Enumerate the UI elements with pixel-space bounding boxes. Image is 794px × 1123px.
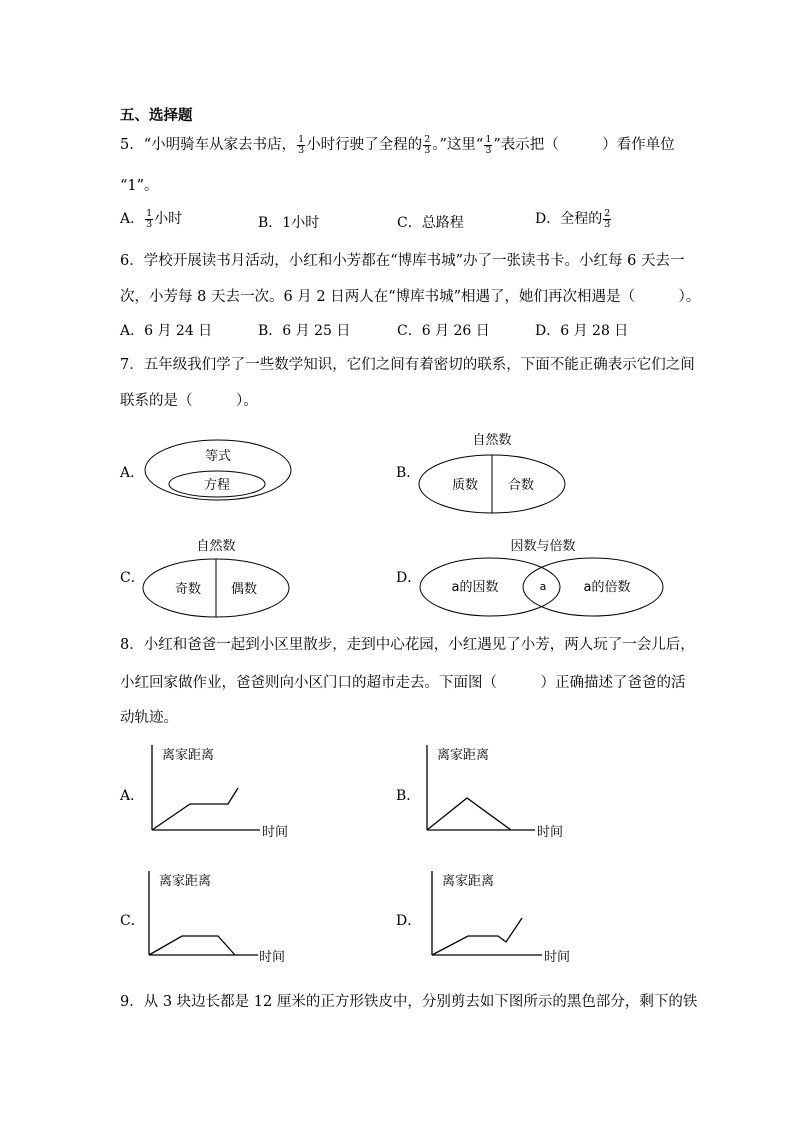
y-axis-label: 离家距离 [162,748,215,763]
q8-option-b-label[interactable]: B． [396,788,421,804]
x-axis-label: 时间 [544,950,571,965]
q7-option-d-label[interactable]: D． [396,570,422,586]
question-7-line-2: 联系的是（ ）。 [120,393,258,409]
q8-option-c-label[interactable]: C． [120,913,145,929]
question-5-line-1 [120,133,675,156]
middle-label: a [539,580,547,593]
q7-diagram-a [140,436,300,506]
q5-fraction-3: $\frac{1}{3}$ [485,133,492,156]
y-axis-label: 离家距离 [159,874,212,889]
q5-text-4: ”表示把（ ）看作单位 [493,137,675,153]
q7-option-a-label[interactable]: A． [120,465,145,481]
q7-option-c-label[interactable]: C． [120,570,145,586]
question-5-line-2: “1”。 [120,178,159,194]
inner-label: 方程 [203,478,231,493]
trajectory-line [149,936,235,955]
q7-option-b-label[interactable]: B． [396,465,421,481]
trajectory-line [432,918,522,955]
q8-option-a-label[interactable]: A． [120,788,145,804]
question-8-line-2: 小红回家做作业，爸爸则向小区门口的超市走去。下面图（ ）正确描述了爸爸的活 [120,675,686,691]
q7-diagram-b [415,428,575,520]
question-7-line-1: 7．五年级我们学了一些数学知识，它们之间有着密切的联系，下面不能正确表示它们之间 [120,357,695,373]
right-label: 偶数 [230,582,258,597]
q8-graph-d [420,866,580,971]
q5-text-2: 小时行驶了全程的 [306,137,423,153]
set-title: 自然数 [472,433,512,448]
q5-option-c[interactable]: C．总路程 [397,215,464,231]
q6-option-c[interactable]: C．6 月 26 日 [397,323,490,339]
q6-option-d[interactable]: D．6 月 28 日 [535,323,629,339]
left-label: 奇数 [174,582,202,597]
question-6-line-1: 6．学校开展读书月活动，小红和小芳都在“博库书城”办了一张读书卡。小红每 6 天去一 [120,253,685,269]
q5-text-3: 。”这里“ [432,137,484,153]
q5-fraction-2: $\frac{2}{3}$ [424,133,431,156]
right-label: a的倍数 [583,580,631,595]
x-axis-label: 时间 [537,825,564,840]
y-axis-label: 离家距离 [442,874,495,889]
q5-text-1: 5．“小明骑车从家去书店， [120,137,297,153]
left-label: a的因数 [451,580,499,595]
set-title: 自然数 [196,539,236,554]
q5-fraction-1: $\frac{1}{3}$ [298,133,305,156]
outer-label: 等式 [204,449,232,464]
question-6-line-2: 次，小芳每 8 天去一次。6 月 2 日两人在“博库书城”相遇了，她们再次相遇是（ ）。 [120,289,701,305]
question-8-line-1: 8．小红和爸爸一起到小区里散步，走到中心花园，小红遇见了小芳，两人玩了一会儿后， [120,637,695,653]
q7-diagram-d [415,533,675,625]
left-label: 质数 [451,478,479,493]
trajectory-line [427,798,511,830]
q8-graph-b [415,740,575,845]
question-8-line-3: 动轨迹。 [120,710,178,726]
question-9-line-1: 9．从 3 块边长都是 12 厘米的正方形铁皮中，分别剪去如下图所示的黑色部分，剩下的铁 [120,994,698,1010]
y-axis-label: 离家距离 [437,748,490,763]
set-title: 因数与倍数 [510,539,576,554]
section-title: 五、选择题 [120,108,193,124]
q7-diagram-c [140,533,300,625]
x-axis-label: 时间 [259,950,286,965]
q8-option-d-label[interactable]: D． [396,913,422,929]
q5-option-b[interactable]: B．1小时 [258,215,320,231]
q5-option-d[interactable]: D．全程的 $\frac{2}{3}$ [535,207,611,230]
right-label: 合数 [507,478,535,493]
q5-option-a[interactable]: A． $\frac{1}{3}$ 小时 [120,207,183,230]
trajectory-line [152,788,238,830]
x-axis-label: 时间 [262,825,289,840]
q6-option-a[interactable]: A．6 月 24 日 [120,323,213,339]
q6-option-b[interactable]: B．6 月 25 日 [258,323,351,339]
q5-option-a-fraction: $\frac{1}{3}$ [146,207,153,230]
q5-option-d-fraction: $\frac{2}{3}$ [604,207,611,230]
q8-graph-c [140,866,300,971]
q8-graph-a [140,740,300,845]
